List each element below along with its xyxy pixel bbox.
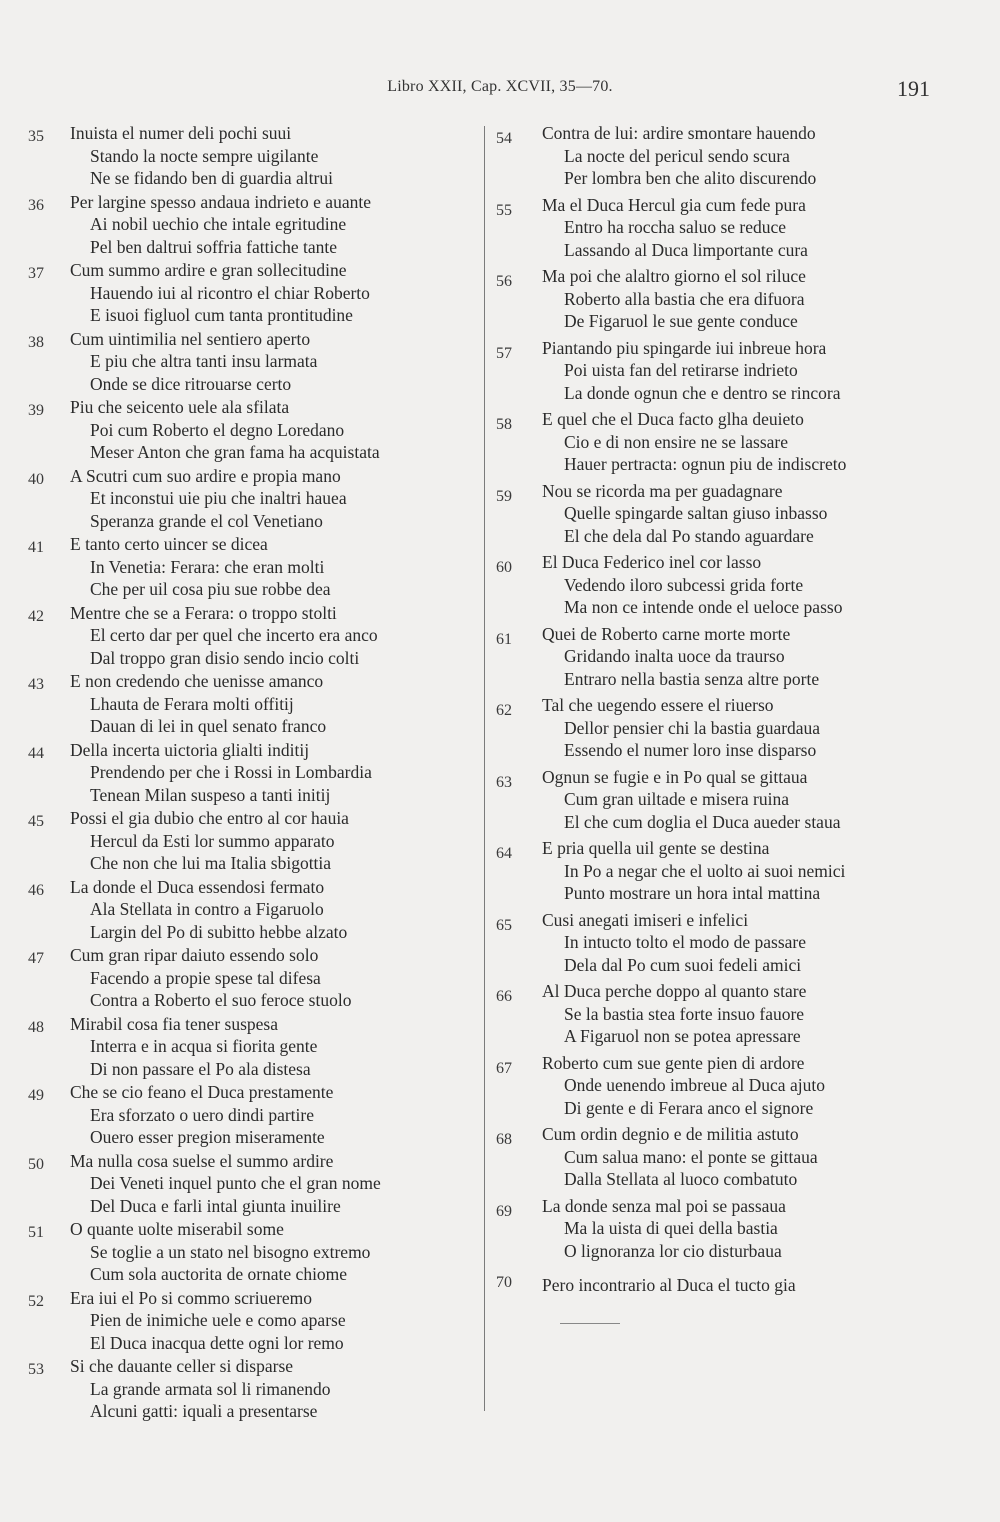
verse-line: Poi uista fan del retirarse indrieto — [564, 360, 798, 380]
verse-line: Della incerta uictoria glialti inditij — [70, 739, 310, 760]
verse-line: El Duca Federico inel cor lasso — [542, 552, 762, 572]
stanza — [28, 1081, 478, 1150]
verse-line: E quel che el Duca facto glha deuieto — [542, 409, 804, 429]
verse-line: Cum uintimilia nel sentiero aperto — [70, 328, 311, 349]
stanza — [28, 1013, 478, 1082]
verse-line: Ma nulla cosa suelse el summo ardire — [70, 1150, 334, 1171]
stanza — [28, 1150, 478, 1219]
stanza-number: 42 — [28, 607, 44, 625]
stanza-number: 62 — [496, 702, 512, 719]
stanza — [28, 1218, 478, 1287]
verse-line: Hercul da Esti lor summo apparato — [90, 830, 335, 851]
stanza — [28, 465, 478, 534]
verse-line: La nocte del pericul sendo scura — [564, 145, 790, 166]
verse-line: Per lombra ben che alito discurendo — [564, 168, 817, 188]
stanza-number: 66 — [496, 988, 512, 1005]
verse-line: Cum gran ripar daiuto essendo solo — [70, 945, 319, 965]
verse-line: O quante uolte miserabil some — [70, 1219, 284, 1239]
verse-line: Inuista el numer deli pochi suui — [70, 123, 292, 143]
verse-line: In Po a negar che el uolto ai suoi nemici — [564, 860, 846, 881]
stanza-number: 48 — [28, 1018, 44, 1036]
verse-line: In intucto tolto el modo de passare — [564, 932, 807, 952]
verse-line: Facendo a propie spese tal difesa — [90, 967, 321, 988]
stanza-number: 49 — [28, 1087, 44, 1104]
verse-line: De Figaruol le sue gente conduce — [564, 311, 798, 331]
column-divider — [484, 126, 485, 1411]
verse-line: Se toglie a un stato nel bisogno extremo — [90, 1241, 371, 1262]
stanza — [28, 876, 478, 945]
verse-line: Ma non ce intende onde el ueloce passo — [564, 597, 843, 617]
stanza — [496, 122, 926, 194]
stanza-number: 50 — [28, 1155, 44, 1173]
verse-line: Ma el Duca Hercul gia cum fede pura — [542, 194, 806, 215]
verse-line: Mirabil cosa fia tener suspesa — [70, 1013, 278, 1034]
stanza-number: 67 — [496, 1059, 512, 1077]
verse-line: La donde ognun che e dentro se rincora — [564, 382, 841, 403]
verse-line: Lhauta de Ferara molti offitij — [90, 693, 294, 714]
verse-line: E non credendo che uenisse amanco — [70, 671, 324, 691]
verse-line: E tanto certo uincer se dicea — [70, 534, 268, 554]
stanza — [28, 122, 478, 191]
verse-line: Punto mostrare un hora intal mattina — [564, 883, 821, 903]
verse-line: Ma la uista di quei della bastia — [564, 1218, 778, 1238]
stanza — [28, 944, 478, 1013]
stanza — [496, 766, 926, 838]
verse-line: Di non passare el Po ala distesa — [90, 1058, 311, 1079]
stanza-number: 43 — [28, 676, 44, 693]
stanza — [28, 191, 478, 260]
verse-line: Dei Veneti inquel punto che el gran nome — [90, 1173, 381, 1193]
stanza-number: 38 — [28, 333, 44, 351]
verse-line: Alcuni gatti: iquali a presentarse — [90, 1401, 318, 1421]
stanza — [496, 909, 926, 981]
verse-line: Poi cum Roberto el degno Loredano — [90, 419, 345, 440]
verse-line: Tal che uegendo essere el riuerso — [542, 695, 774, 715]
verse-line: El Duca inacqua dette ogni lor remo — [90, 1332, 344, 1353]
stanza — [496, 980, 926, 1052]
stanza-number: 63 — [496, 773, 512, 791]
stanza — [496, 1123, 926, 1195]
stanza-number: 44 — [28, 744, 44, 762]
verse-line: Prendendo per che i Rossi in Lombardia — [90, 762, 372, 782]
stanza-number: 47 — [28, 950, 44, 967]
verse-line: Entro ha roccha saluo se reduce — [564, 217, 787, 237]
stanza-number: 57 — [496, 344, 512, 362]
stanza-number: 52 — [28, 1292, 44, 1310]
verse-line: Onde se dice ritrouarse certo — [90, 373, 292, 394]
verse-line: Contra a Roberto el suo feroce stuolo — [90, 990, 352, 1010]
stanza-number: 54 — [496, 130, 512, 147]
verse-line: Piantando piu spingarde iui inbreue hora — [542, 337, 827, 358]
verse-line: Era iui el Po si commo scriueremo — [70, 1287, 313, 1308]
verse-line: Roberto alla bastia che era difuora — [564, 288, 805, 309]
stanza — [496, 194, 926, 266]
stanza — [496, 623, 926, 695]
verse-line: Hauendo iui al ricontro el chiar Roberto — [90, 282, 370, 303]
verse-line: Quei de Roberto carne morte morte — [542, 623, 791, 644]
stanza-number: 61 — [496, 630, 512, 648]
verse-line: Mentre che se a Ferara: o troppo stolti — [70, 602, 337, 623]
verse-line: Quelle spingarde saltan giuso inbasso — [564, 503, 828, 523]
stanza — [28, 670, 478, 739]
stanza — [28, 396, 478, 465]
verse-line: Largin del Po di subitto hebbe alzato — [90, 921, 348, 942]
stanza — [496, 1052, 926, 1124]
verse-line: Se la bastia stea forte insuo fauore — [564, 1003, 805, 1024]
stanza — [496, 480, 926, 552]
verse-line: Et inconstui uie piu che inaltri hauea — [90, 488, 347, 508]
verse-line: O lignoranza lor cio disturbaua — [564, 1240, 782, 1261]
verse-line: Dal troppo gran disio sendo incio colti — [90, 647, 360, 668]
verse-line: Ne se fidando ben di guardia altrui — [90, 168, 333, 188]
verse-line: Hauer pertracta: ognun piu de indiscreto — [564, 454, 847, 474]
verse-line: Per largine spesso andaua indrieto e auante — [70, 191, 371, 212]
verse-line: In Venetia: Ferara: che eran molti — [90, 556, 325, 577]
verse-line: Del Duca e farli intal giunta inuilire — [90, 1195, 341, 1216]
stanza — [496, 837, 926, 909]
verse-line: Nou se ricorda ma per guadagnare — [542, 480, 783, 501]
stanza-number: 69 — [496, 1202, 512, 1220]
verse-line: Tenean Milan suspeso a tanti initij — [90, 784, 331, 805]
verse-line: Ouero esser pregion miseramente — [90, 1127, 325, 1147]
verse-line: Entraro nella bastia senza altre porte — [564, 668, 820, 689]
verse-line: Piu che seicento uele ala sfilata — [70, 397, 290, 417]
verse-line: Cum sola auctorita de ornate chiome — [90, 1264, 348, 1284]
verse-line: La donde el Duca essendosi fermato — [70, 876, 325, 897]
verse-line: El che cum doglia el Duca aueder staua — [564, 811, 841, 832]
verse-line: Si che dauante celler si disparse — [70, 1356, 294, 1376]
stanza-number: 56 — [496, 273, 512, 290]
verse-line: Pero incontrario al Duca el tucto gia — [542, 1275, 796, 1295]
running-title: Libro XXII, Cap. XCVII, 35—70. — [387, 78, 613, 95]
stanza — [28, 328, 478, 397]
verse-line: Lassando al Duca limportante cura — [564, 239, 808, 260]
stanza-number: 41 — [28, 539, 44, 556]
verse-line: La grande armata sol li rimanendo — [90, 1378, 331, 1399]
stanza — [28, 533, 478, 602]
verse-line: El certo dar per quel che incerto era anco — [90, 625, 378, 645]
verse-line: Cio e di non ensire ne se lassare — [564, 431, 789, 452]
stanza — [496, 1266, 926, 1338]
stanza-number: 53 — [28, 1361, 44, 1378]
stanza — [28, 1355, 478, 1424]
verse-line: Stando la nocte sempre uigilante — [90, 145, 319, 166]
verse-line: Che per uil cosa piu sue robbe dea — [90, 579, 331, 599]
stanza — [496, 337, 926, 409]
verse-line: Ma poi che alaltro giorno el sol riluce — [542, 266, 806, 286]
verse-line: Interra e in acqua si fiorita gente — [90, 1036, 318, 1056]
stanza — [496, 551, 926, 623]
stanza — [28, 259, 478, 328]
verse-line: Cum ordin degnio e de militia astuto — [542, 1124, 799, 1144]
stanza — [496, 1195, 926, 1267]
verse-line: Ognun se fugie e in Po qual se gittaua — [542, 766, 808, 787]
stanza — [496, 408, 926, 480]
end-rule — [560, 1323, 620, 1324]
stanza-number: 35 — [28, 128, 44, 145]
verse-line: Cum summo ardire e gran sollecitudine — [70, 260, 347, 280]
verse-line: Roberto cum sue gente pien di ardore — [542, 1052, 805, 1073]
verse-line: La donde senza mal poi se passaua — [542, 1195, 786, 1216]
stanza — [28, 602, 478, 671]
verse-line: E piu che altra tanti insu larmata — [90, 351, 318, 371]
verse-line: Gridando inalta uoce da traurso — [564, 646, 785, 666]
verse-line: Era sforzato o uero dindi partire — [90, 1104, 315, 1125]
stanza-number: 70 — [496, 1274, 512, 1291]
verse-line: Dalla Stellata al luoco combatuto — [564, 1169, 798, 1189]
verse-line: Essendo el numer loro inse disparso — [564, 740, 817, 760]
stanza-number: 59 — [496, 487, 512, 505]
verse-line: Che non che lui ma Italia sbigottia — [90, 853, 332, 873]
verse-line: Al Duca perche doppo al quanto stare — [542, 981, 807, 1001]
stanza — [28, 739, 478, 808]
stanza — [496, 265, 926, 337]
stanza-number: 46 — [28, 881, 44, 899]
verse-line: Cusi anegati imiseri e infelici — [542, 909, 749, 930]
verse-line: Pel ben daltrui soffria fattiche tante — [90, 236, 338, 257]
verse-line: Dela dal Po cum suoi fedeli amici — [564, 954, 802, 975]
verse-line: E isuoi figluol cum tanta prontitudine — [90, 305, 353, 325]
verse-line: E pria quella uil gente se destina — [542, 838, 770, 858]
stanza-number: 45 — [28, 813, 44, 830]
stanza-number: 60 — [496, 559, 512, 576]
stanza-number: 51 — [28, 1224, 44, 1241]
verse-line: Pien de inimiche uele e como aparse — [90, 1310, 346, 1330]
verse-line: Contra de lui: ardire smontare hauendo — [542, 123, 816, 143]
verse-line: A Figaruol non se potea apressare — [564, 1026, 801, 1046]
stanza-number: 64 — [496, 845, 512, 862]
stanza-number: 39 — [28, 402, 44, 419]
verse-line: Cum gran uiltade e misera ruina — [564, 789, 789, 809]
verse-line: Meser Anton che gran fama ha acquistata — [90, 442, 380, 462]
stanza-number: 55 — [496, 201, 512, 219]
verse-line: A Scutri cum suo ardire e propia mano — [70, 465, 341, 486]
verse-line: El che dela dal Po stando aguardare — [564, 525, 814, 546]
verse-line: Ai nobil uechio che intale egritudine — [90, 214, 347, 234]
stanza-number: 37 — [28, 265, 44, 282]
verse-line: Dauan di lei in quel senato franco — [90, 716, 327, 736]
stanza-number: 40 — [28, 470, 44, 488]
stanza-number: 65 — [496, 916, 512, 934]
verse-line: Onde uenendo imbreue al Duca ajuto — [564, 1075, 825, 1095]
verse-line: Ala Stellata in contro a Figaruolo — [90, 899, 324, 919]
stanza-number: 58 — [496, 416, 512, 433]
stanza — [28, 1287, 478, 1356]
left-column — [28, 122, 478, 1424]
verse-line: Possi el gia dubio che entro al cor hauia — [70, 808, 349, 828]
verse-line: Dellor pensier chi la bastia guardaua — [564, 717, 821, 738]
verse-line: Vedendo iloro subcessi grida forte — [564, 574, 804, 595]
right-column — [496, 122, 926, 1338]
stanza-number: 36 — [28, 196, 44, 214]
verse-line: Di gente e di Ferara anco el signore — [564, 1097, 814, 1118]
verse-line: Che se cio feano el Duca prestamente — [70, 1082, 334, 1102]
page-number: 191 — [897, 76, 930, 101]
stanza — [28, 807, 478, 876]
verse-line: Speranza grande el col Venetiano — [90, 510, 323, 531]
verse-line: Cum salua mano: el ponte se gittaua — [564, 1146, 818, 1167]
stanza — [496, 694, 926, 766]
stanza-number: 68 — [496, 1131, 512, 1148]
